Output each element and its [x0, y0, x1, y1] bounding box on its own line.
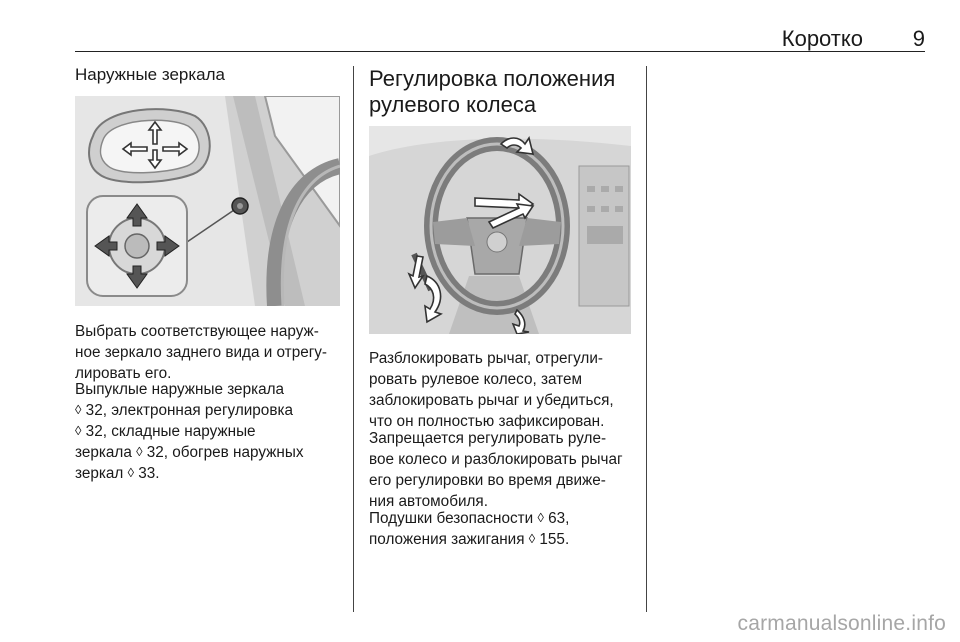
ref-link-mirrors[interactable]: 33. [134, 465, 160, 482]
ref-link-folding[interactable]: 32, складные наружные [81, 423, 256, 440]
ref-link-airbags[interactable]: 63, [543, 510, 570, 527]
column-divider-2 [646, 66, 647, 612]
steering-warning: Запрещается регулировать руле- вое колесо и разблокировать рычаг его регулировки во время движе- ния автомобиля. [369, 430, 623, 510]
arrow-ref-icon[interactable]: ◊ [528, 531, 536, 546]
steering-instruction: Разблокировать рычаг, отрегули- ровать рулевое колесо, затем заблокировать рычаг и убедиться, что он полностью зафиксирован. [369, 350, 614, 430]
page-number: 9 [912, 26, 925, 51]
page-header [75, 26, 925, 52]
mirrors-instruction: Выбрать соответствующее наруж- ное зеркало заднего вида и отрегу- лировать его. [75, 323, 328, 382]
steering-adjust-figure [369, 126, 631, 334]
column-divider-1 [353, 66, 354, 612]
watermark: carmanualsonline.info [737, 612, 946, 635]
steering-heading: Регулировка положения рулевого колеса [369, 66, 616, 117]
arrow-ref-icon[interactable]: ◊ [136, 444, 143, 459]
header-rule [75, 51, 925, 52]
mirror-adjust-illustration [75, 96, 340, 306]
mirrors-heading: Наружные зеркала [75, 65, 225, 84]
arrow-ref-icon[interactable]: ◊ [127, 465, 135, 480]
arrow-ref-icon[interactable]: ◊ [537, 510, 544, 525]
ref-link-electronic[interactable]: 32, электронная регулировка [81, 402, 293, 419]
steering-references: Подушки безопасности ◊ 63, положения зажигания ◊ 155. [369, 510, 570, 548]
mirror-adjust-figure [75, 96, 340, 306]
arrow-ref-icon[interactable]: ◊ [75, 423, 82, 438]
steering-adjust-illustration [369, 126, 631, 334]
arrow-ref-icon[interactable]: ◊ [75, 402, 82, 417]
mirrors-references: Выпуклые наружные зеркала ◊ 32, электронная регулировка ◊ 32, складные наружные зеркала ◊ 32, обогрев наружных зеркал ◊ 33. [75, 381, 304, 482]
ref-link-heated[interactable]: 32, обогрев наружных [142, 444, 304, 461]
ref-link-ignition[interactable]: 155. [535, 531, 570, 548]
section-title: Коротко [781, 26, 863, 51]
